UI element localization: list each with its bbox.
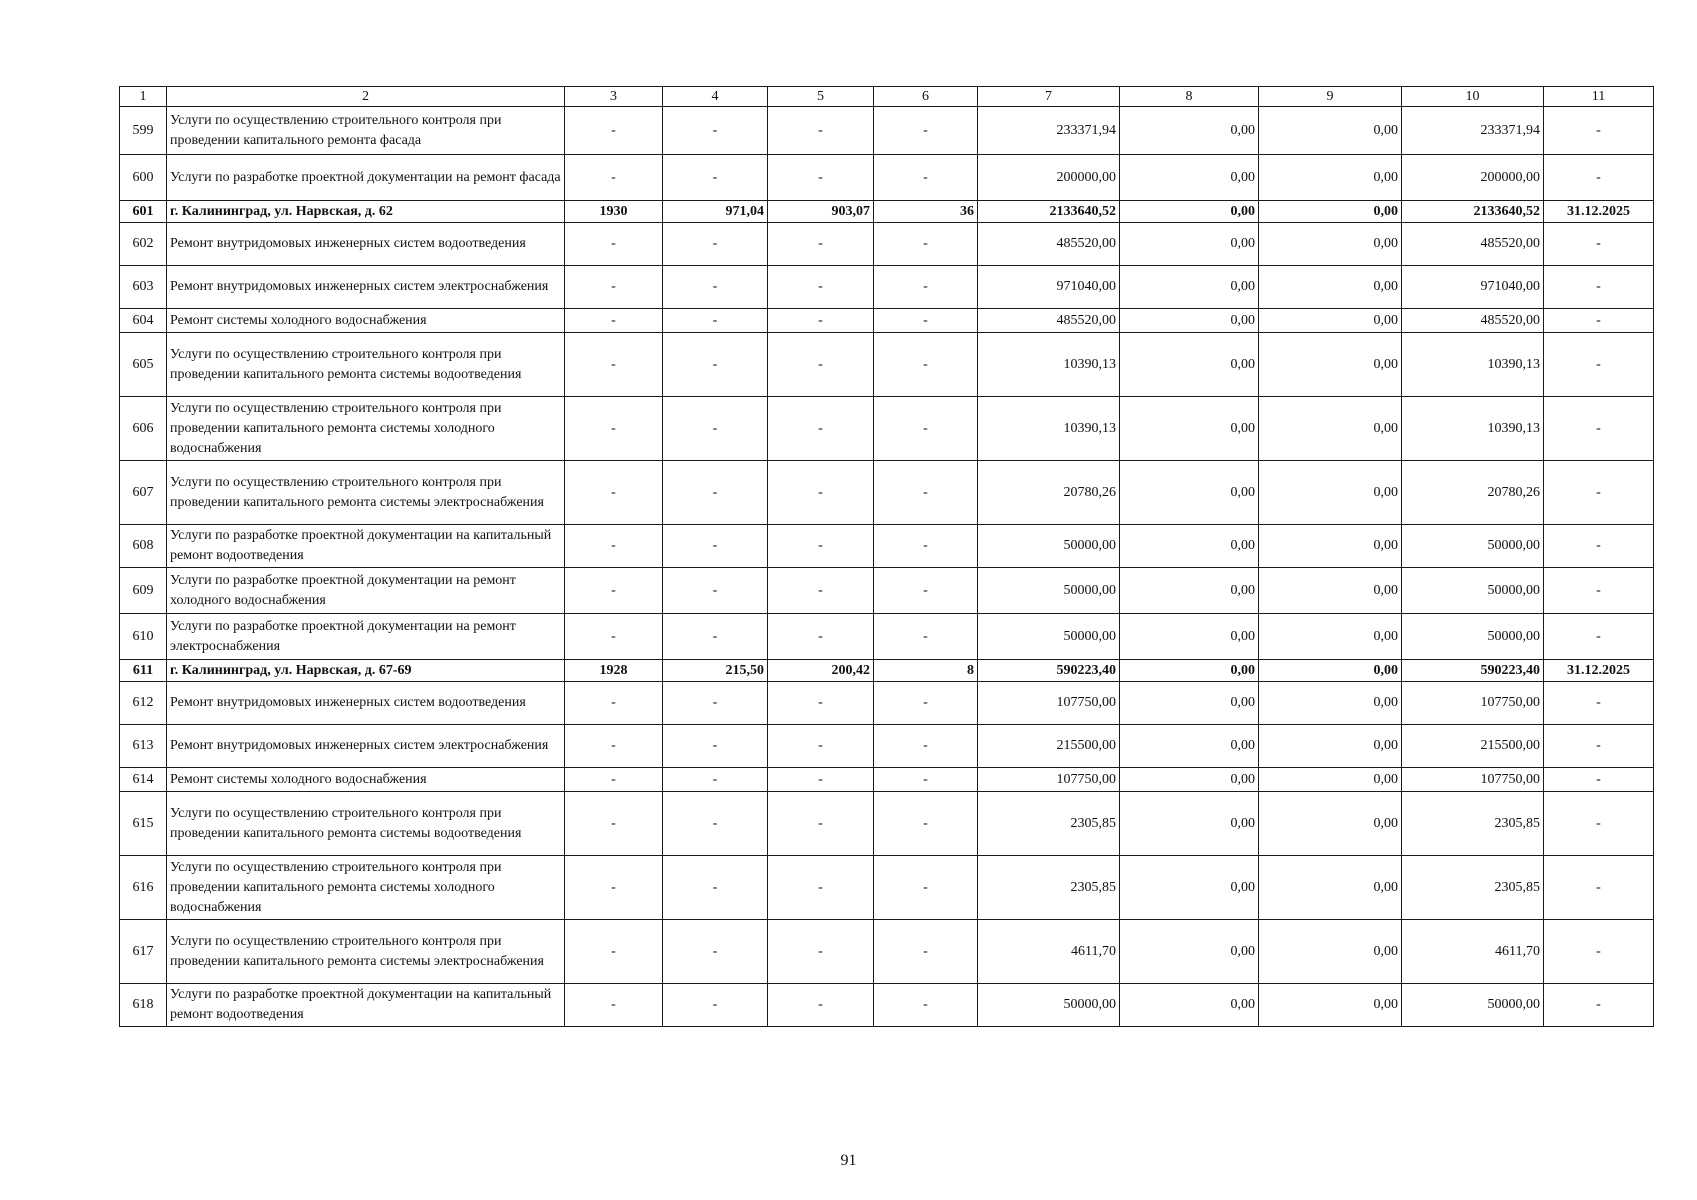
row-number: 600 xyxy=(120,155,167,201)
build-year-cell: - xyxy=(565,333,663,397)
column-number: 5 xyxy=(768,87,874,107)
col8-amount-cell: 0,00 xyxy=(1120,397,1259,461)
item-name: Услуги по разработке проектной документации на ремонт электроснабжения xyxy=(167,614,565,660)
living-area-cell: - xyxy=(768,155,874,201)
col8-amount-cell: 0,00 xyxy=(1120,309,1259,333)
column-number: 11 xyxy=(1544,87,1654,107)
completion-date-cell: - xyxy=(1544,614,1654,660)
build-year-cell: - xyxy=(565,768,663,792)
row-number: 615 xyxy=(120,792,167,856)
col9-amount-cell: 0,00 xyxy=(1259,660,1402,682)
item-name: Услуги по разработке проектной документации на капитальный ремонт водоотведения xyxy=(167,525,565,568)
row-number: 602 xyxy=(120,223,167,266)
item-name: Ремонт внутридомовых инженерных систем электроснабжения xyxy=(167,725,565,768)
residents-cell: - xyxy=(874,792,978,856)
residents-cell: - xyxy=(874,984,978,1027)
total-cost-cell: 2305,85 xyxy=(978,856,1120,920)
build-year-cell: - xyxy=(565,568,663,614)
work-item-row xyxy=(120,856,1654,920)
item-name: Ремонт внутридомовых инженерных систем электроснабжения xyxy=(167,266,565,309)
col8-amount-cell: 0,00 xyxy=(1120,660,1259,682)
column-number: 4 xyxy=(663,87,768,107)
work-item-row xyxy=(120,107,1654,155)
col8-amount-cell: 0,00 xyxy=(1120,568,1259,614)
residents-cell: - xyxy=(874,682,978,725)
col9-amount-cell: 0,00 xyxy=(1259,201,1402,223)
item-name: Услуги по разработке проектной документации на ремонт фасада xyxy=(167,155,565,201)
completion-date-cell: - xyxy=(1544,397,1654,461)
item-name: Услуги по осуществлению строительного контроля при проведении капитального ремонта системы электроснабжения xyxy=(167,920,565,984)
col8-amount-cell: 0,00 xyxy=(1120,107,1259,155)
residents-cell: - xyxy=(874,155,978,201)
total-cost-cell: 107750,00 xyxy=(978,768,1120,792)
total-cost-cell: 107750,00 xyxy=(978,682,1120,725)
total-area-cell: - xyxy=(663,525,768,568)
build-year-cell: - xyxy=(565,920,663,984)
completion-date-cell: - xyxy=(1544,223,1654,266)
living-area-cell: - xyxy=(768,397,874,461)
total-cost-cell: 971040,00 xyxy=(978,266,1120,309)
build-year-cell: - xyxy=(565,266,663,309)
col9-amount-cell: 0,00 xyxy=(1259,984,1402,1027)
completion-date-cell: 31.12.2025 xyxy=(1544,201,1654,223)
col10-amount-cell: 10390,13 xyxy=(1402,397,1544,461)
column-number: 2 xyxy=(167,87,565,107)
build-year-cell: - xyxy=(565,792,663,856)
total-area-cell: - xyxy=(663,309,768,333)
col9-amount-cell: 0,00 xyxy=(1259,107,1402,155)
address-row xyxy=(120,201,1654,223)
total-cost-cell: 50000,00 xyxy=(978,568,1120,614)
total-area-cell: - xyxy=(663,856,768,920)
living-area-cell: - xyxy=(768,984,874,1027)
work-item-row xyxy=(120,768,1654,792)
column-number-row xyxy=(120,87,1654,107)
build-year-cell: 1930 xyxy=(565,201,663,223)
col8-amount-cell: 0,00 xyxy=(1120,201,1259,223)
col9-amount-cell: 0,00 xyxy=(1259,309,1402,333)
build-year-cell: - xyxy=(565,725,663,768)
col9-amount-cell: 0,00 xyxy=(1259,397,1402,461)
total-cost-cell: 20780,26 xyxy=(978,461,1120,525)
build-year-cell: - xyxy=(565,309,663,333)
total-area-cell: - xyxy=(663,223,768,266)
total-area-cell: - xyxy=(663,107,768,155)
item-name: Услуги по осуществлению строительного контроля при проведении капитального ремонта системы холодного водоснабжения xyxy=(167,397,565,461)
completion-date-cell: 31.12.2025 xyxy=(1544,660,1654,682)
col8-amount-cell: 0,00 xyxy=(1120,856,1259,920)
completion-date-cell: - xyxy=(1544,682,1654,725)
col8-amount-cell: 0,00 xyxy=(1120,768,1259,792)
col10-amount-cell: 2133640,52 xyxy=(1402,201,1544,223)
total-area-cell: - xyxy=(663,984,768,1027)
item-name: Услуги по осуществлению строительного контроля при проведении капитального ремонта фасада xyxy=(167,107,565,155)
col8-amount-cell: 0,00 xyxy=(1120,725,1259,768)
col9-amount-cell: 0,00 xyxy=(1259,155,1402,201)
item-name: Ремонт системы холодного водоснабжения xyxy=(167,309,565,333)
row-number: 616 xyxy=(120,856,167,920)
col8-amount-cell: 0,00 xyxy=(1120,792,1259,856)
item-name: Ремонт системы холодного водоснабжения xyxy=(167,768,565,792)
column-number: 3 xyxy=(565,87,663,107)
col9-amount-cell: 0,00 xyxy=(1259,920,1402,984)
build-year-cell: 1928 xyxy=(565,660,663,682)
row-number: 609 xyxy=(120,568,167,614)
residents-cell: - xyxy=(874,856,978,920)
work-item-row xyxy=(120,792,1654,856)
total-cost-cell: 50000,00 xyxy=(978,614,1120,660)
row-number: 610 xyxy=(120,614,167,660)
total-cost-cell: 485520,00 xyxy=(978,309,1120,333)
living-area-cell: - xyxy=(768,614,874,660)
item-name: Услуги по осуществлению строительного контроля при проведении капитального ремонта системы водоотведения xyxy=(167,333,565,397)
item-name: г. Калининград, ул. Нарвская, д. 62 xyxy=(167,201,565,223)
living-area-cell: 200,42 xyxy=(768,660,874,682)
completion-date-cell: - xyxy=(1544,792,1654,856)
work-item-row xyxy=(120,155,1654,201)
work-item-row xyxy=(120,333,1654,397)
work-item-row xyxy=(120,568,1654,614)
total-area-cell: - xyxy=(663,614,768,660)
total-cost-cell: 590223,40 xyxy=(978,660,1120,682)
total-area-cell: - xyxy=(663,461,768,525)
total-area-cell: 971,04 xyxy=(663,201,768,223)
row-number: 605 xyxy=(120,333,167,397)
living-area-cell: 903,07 xyxy=(768,201,874,223)
living-area-cell: - xyxy=(768,568,874,614)
col10-amount-cell: 200000,00 xyxy=(1402,155,1544,201)
living-area-cell: - xyxy=(768,223,874,266)
row-number: 606 xyxy=(120,397,167,461)
living-area-cell: - xyxy=(768,266,874,309)
col9-amount-cell: 0,00 xyxy=(1259,333,1402,397)
row-number: 604 xyxy=(120,309,167,333)
completion-date-cell: - xyxy=(1544,984,1654,1027)
completion-date-cell: - xyxy=(1544,768,1654,792)
col10-amount-cell: 2305,85 xyxy=(1402,856,1544,920)
total-cost-cell: 215500,00 xyxy=(978,725,1120,768)
total-area-cell: - xyxy=(663,568,768,614)
col10-amount-cell: 50000,00 xyxy=(1402,525,1544,568)
col10-amount-cell: 107750,00 xyxy=(1402,682,1544,725)
total-area-cell: - xyxy=(663,768,768,792)
residents-cell: - xyxy=(874,266,978,309)
residents-cell: - xyxy=(874,614,978,660)
col9-amount-cell: 0,00 xyxy=(1259,768,1402,792)
residents-cell: - xyxy=(874,920,978,984)
residents-cell: - xyxy=(874,397,978,461)
living-area-cell: - xyxy=(768,525,874,568)
col10-amount-cell: 590223,40 xyxy=(1402,660,1544,682)
build-year-cell: - xyxy=(565,525,663,568)
work-item-row xyxy=(120,920,1654,984)
row-number: 599 xyxy=(120,107,167,155)
total-cost-cell: 50000,00 xyxy=(978,525,1120,568)
completion-date-cell: - xyxy=(1544,309,1654,333)
residents-cell: - xyxy=(874,107,978,155)
col8-amount-cell: 0,00 xyxy=(1120,984,1259,1027)
col10-amount-cell: 485520,00 xyxy=(1402,309,1544,333)
col8-amount-cell: 0,00 xyxy=(1120,525,1259,568)
build-year-cell: - xyxy=(565,614,663,660)
col10-amount-cell: 215500,00 xyxy=(1402,725,1544,768)
col8-amount-cell: 0,00 xyxy=(1120,155,1259,201)
row-number: 612 xyxy=(120,682,167,725)
total-area-cell: - xyxy=(663,155,768,201)
row-number: 607 xyxy=(120,461,167,525)
residents-cell: 36 xyxy=(874,201,978,223)
living-area-cell: - xyxy=(768,682,874,725)
col10-amount-cell: 20780,26 xyxy=(1402,461,1544,525)
col9-amount-cell: 0,00 xyxy=(1259,614,1402,660)
item-name: г. Калининград, ул. Нарвская, д. 67-69 xyxy=(167,660,565,682)
col9-amount-cell: 0,00 xyxy=(1259,856,1402,920)
work-item-row xyxy=(120,223,1654,266)
work-item-row xyxy=(120,461,1654,525)
item-name: Услуги по осуществлению строительного контроля при проведении капитального ремонта системы электроснабжения xyxy=(167,461,565,525)
total-cost-cell: 10390,13 xyxy=(978,397,1120,461)
residents-cell: - xyxy=(874,223,978,266)
total-cost-cell: 2305,85 xyxy=(978,792,1120,856)
total-cost-cell: 200000,00 xyxy=(978,155,1120,201)
item-name: Услуги по разработке проектной документации на ремонт холодного водоснабжения xyxy=(167,568,565,614)
row-number: 608 xyxy=(120,525,167,568)
column-number: 6 xyxy=(874,87,978,107)
total-area-cell: - xyxy=(663,792,768,856)
column-number: 8 xyxy=(1120,87,1259,107)
item-name: Ремонт внутридомовых инженерных систем водоотведения xyxy=(167,682,565,725)
col10-amount-cell: 50000,00 xyxy=(1402,614,1544,660)
col8-amount-cell: 0,00 xyxy=(1120,266,1259,309)
total-area-cell: - xyxy=(663,682,768,725)
total-area-cell: - xyxy=(663,266,768,309)
col10-amount-cell: 4611,70 xyxy=(1402,920,1544,984)
col10-amount-cell: 485520,00 xyxy=(1402,223,1544,266)
col9-amount-cell: 0,00 xyxy=(1259,461,1402,525)
item-name: Ремонт внутридомовых инженерных систем водоотведения xyxy=(167,223,565,266)
work-item-row xyxy=(120,525,1654,568)
completion-date-cell: - xyxy=(1544,856,1654,920)
living-area-cell: - xyxy=(768,725,874,768)
total-cost-cell: 4611,70 xyxy=(978,920,1120,984)
completion-date-cell: - xyxy=(1544,333,1654,397)
work-item-row xyxy=(120,725,1654,768)
data-table xyxy=(119,86,1654,1027)
residents-cell: 8 xyxy=(874,660,978,682)
col9-amount-cell: 0,00 xyxy=(1259,525,1402,568)
residents-cell: - xyxy=(874,461,978,525)
item-name: Услуги по разработке проектной документации на капитальный ремонт водоотведения xyxy=(167,984,565,1027)
completion-date-cell: - xyxy=(1544,725,1654,768)
residents-cell: - xyxy=(874,725,978,768)
build-year-cell: - xyxy=(565,107,663,155)
col9-amount-cell: 0,00 xyxy=(1259,266,1402,309)
row-number: 601 xyxy=(120,201,167,223)
col10-amount-cell: 971040,00 xyxy=(1402,266,1544,309)
col8-amount-cell: 0,00 xyxy=(1120,682,1259,725)
build-year-cell: - xyxy=(565,461,663,525)
living-area-cell: - xyxy=(768,461,874,525)
work-item-row xyxy=(120,984,1654,1027)
completion-date-cell: - xyxy=(1544,920,1654,984)
col9-amount-cell: 0,00 xyxy=(1259,725,1402,768)
column-number: 10 xyxy=(1402,87,1544,107)
col10-amount-cell: 233371,94 xyxy=(1402,107,1544,155)
row-number: 614 xyxy=(120,768,167,792)
total-area-cell: - xyxy=(663,397,768,461)
living-area-cell: - xyxy=(768,309,874,333)
completion-date-cell: - xyxy=(1544,461,1654,525)
living-area-cell: - xyxy=(768,792,874,856)
col9-amount-cell: 0,00 xyxy=(1259,568,1402,614)
work-item-row xyxy=(120,682,1654,725)
residents-cell: - xyxy=(874,309,978,333)
residents-cell: - xyxy=(874,768,978,792)
completion-date-cell: - xyxy=(1544,155,1654,201)
work-item-row xyxy=(120,614,1654,660)
living-area-cell: - xyxy=(768,768,874,792)
living-area-cell: - xyxy=(768,107,874,155)
build-year-cell: - xyxy=(565,984,663,1027)
row-number: 613 xyxy=(120,725,167,768)
col10-amount-cell: 2305,85 xyxy=(1402,792,1544,856)
row-number: 618 xyxy=(120,984,167,1027)
col8-amount-cell: 0,00 xyxy=(1120,920,1259,984)
build-year-cell: - xyxy=(565,155,663,201)
living-area-cell: - xyxy=(768,333,874,397)
column-number: 7 xyxy=(978,87,1120,107)
total-area-cell: - xyxy=(663,920,768,984)
total-cost-cell: 10390,13 xyxy=(978,333,1120,397)
item-name: Услуги по осуществлению строительного контроля при проведении капитального ремонта системы водоотведения xyxy=(167,792,565,856)
col8-amount-cell: 0,00 xyxy=(1120,333,1259,397)
page-number: 91 xyxy=(840,1152,857,1169)
completion-date-cell: - xyxy=(1544,525,1654,568)
item-name: Услуги по осуществлению строительного контроля при проведении капитального ремонта системы холодного водоснабжения xyxy=(167,856,565,920)
column-number: 9 xyxy=(1259,87,1402,107)
residents-cell: - xyxy=(874,525,978,568)
address-row xyxy=(120,660,1654,682)
living-area-cell: - xyxy=(768,920,874,984)
work-item-row xyxy=(120,397,1654,461)
col10-amount-cell: 10390,13 xyxy=(1402,333,1544,397)
completion-date-cell: - xyxy=(1544,568,1654,614)
total-cost-cell: 50000,00 xyxy=(978,984,1120,1027)
col8-amount-cell: 0,00 xyxy=(1120,223,1259,266)
living-area-cell: - xyxy=(768,856,874,920)
total-cost-cell: 2133640,52 xyxy=(978,201,1120,223)
table-body xyxy=(120,107,1654,1027)
completion-date-cell: - xyxy=(1544,266,1654,309)
work-item-row xyxy=(120,309,1654,333)
build-year-cell: - xyxy=(565,223,663,266)
work-item-row xyxy=(120,266,1654,309)
col8-amount-cell: 0,00 xyxy=(1120,614,1259,660)
row-number: 611 xyxy=(120,660,167,682)
col9-amount-cell: 0,00 xyxy=(1259,223,1402,266)
total-area-cell: - xyxy=(663,333,768,397)
build-year-cell: - xyxy=(565,682,663,725)
col10-amount-cell: 50000,00 xyxy=(1402,568,1544,614)
build-year-cell: - xyxy=(565,397,663,461)
total-area-cell: 215,50 xyxy=(663,660,768,682)
row-number: 603 xyxy=(120,266,167,309)
col9-amount-cell: 0,00 xyxy=(1259,682,1402,725)
col8-amount-cell: 0,00 xyxy=(1120,461,1259,525)
residents-cell: - xyxy=(874,568,978,614)
col10-amount-cell: 50000,00 xyxy=(1402,984,1544,1027)
completion-date-cell: - xyxy=(1544,107,1654,155)
build-year-cell: - xyxy=(565,856,663,920)
col9-amount-cell: 0,00 xyxy=(1259,792,1402,856)
total-area-cell: - xyxy=(663,725,768,768)
column-number: 1 xyxy=(120,87,167,107)
total-cost-cell: 233371,94 xyxy=(978,107,1120,155)
col10-amount-cell: 107750,00 xyxy=(1402,768,1544,792)
residents-cell: - xyxy=(874,333,978,397)
row-number: 617 xyxy=(120,920,167,984)
total-cost-cell: 485520,00 xyxy=(978,223,1120,266)
